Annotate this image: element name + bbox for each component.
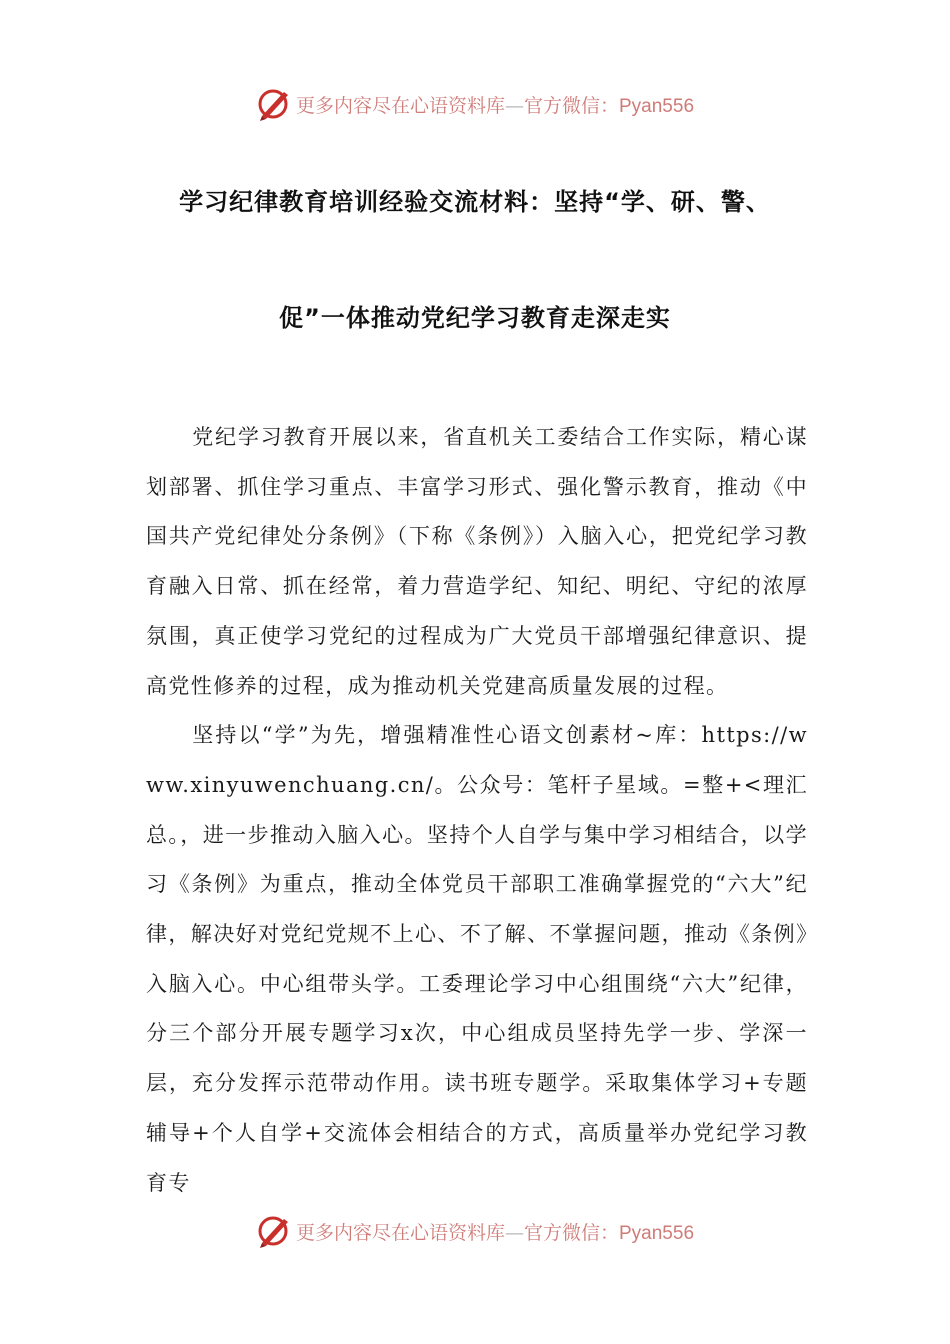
banner-text bbox=[296, 1218, 694, 1245]
banner-wechat-id: Pyan556 bbox=[619, 1222, 695, 1244]
banner-site-name: 更多内容尽在心语资料库 bbox=[295, 1221, 505, 1244]
paragraph-2: 坚持以“学”为先，增强精准性心语文创素材~库：https://www.xinyuwenchuang.cn/。公众号：笔杆子星域。=整+<理汇总。，进一步推动入脑入心。坚持个人自学与集中学习相结合，以学习《条例》为重点，推动全体党员干部职工准确掌握党的“六大”纪律，解决好对党纪党规不上心、不了解、不掌握问题，推动《条例》入脑入心。中心组带头学。工委理论学习中心组围绕“六大”纪律，分三个部分开展专题学习x次，中心组成员坚持先学一步、学深一层，充分发挥示范带动作用。读书班专题学。采取集体学习+专题辅导+个人自学+交流体会相结合的方式，高质量举办党纪学习教育专 bbox=[146, 723, 808, 1195]
document-body bbox=[146, 413, 808, 1208]
paragraph-1: 党纪学习教育开展以来，省直机关工委结合工作实际，精心谋划部署、抓住学习重点、丰富学习形式、强化警示教育，推动《中国共产党纪律处分条例》（下称《条例》）入脑入心，把党纪学习教育融入日常、抓在经常，着力营造学纪、知纪、明纪、守纪的浓厚氛围，真正使学习党纪的过程成为广大党员干部增强纪律意识、提高党性修养的过程，成为推动机关党建高质量发展的过程。 bbox=[146, 425, 808, 698]
document-title-line-1: 学习纪律教育培训经验交流材料：坚持“学、研、警、 bbox=[179, 188, 771, 216]
pen-logo-icon bbox=[256, 86, 292, 122]
banner-separator: — bbox=[504, 1221, 524, 1244]
banner-wechat-label: 官方微信： bbox=[523, 94, 619, 117]
banner-wechat-id: Pyan556 bbox=[619, 95, 695, 117]
banner-site-name: 更多内容尽在心语资料库 bbox=[295, 94, 505, 117]
document-title-line-2: 促”一体推动党纪学习教育走深走实 bbox=[279, 304, 671, 332]
banner-wechat-label: 官方微信： bbox=[523, 1221, 619, 1244]
header-watermark-banner bbox=[0, 84, 950, 124]
footer-watermark-banner bbox=[0, 1211, 950, 1251]
banner-text bbox=[296, 91, 694, 118]
pen-logo-icon bbox=[256, 1213, 292, 1249]
banner-separator: — bbox=[504, 94, 524, 117]
